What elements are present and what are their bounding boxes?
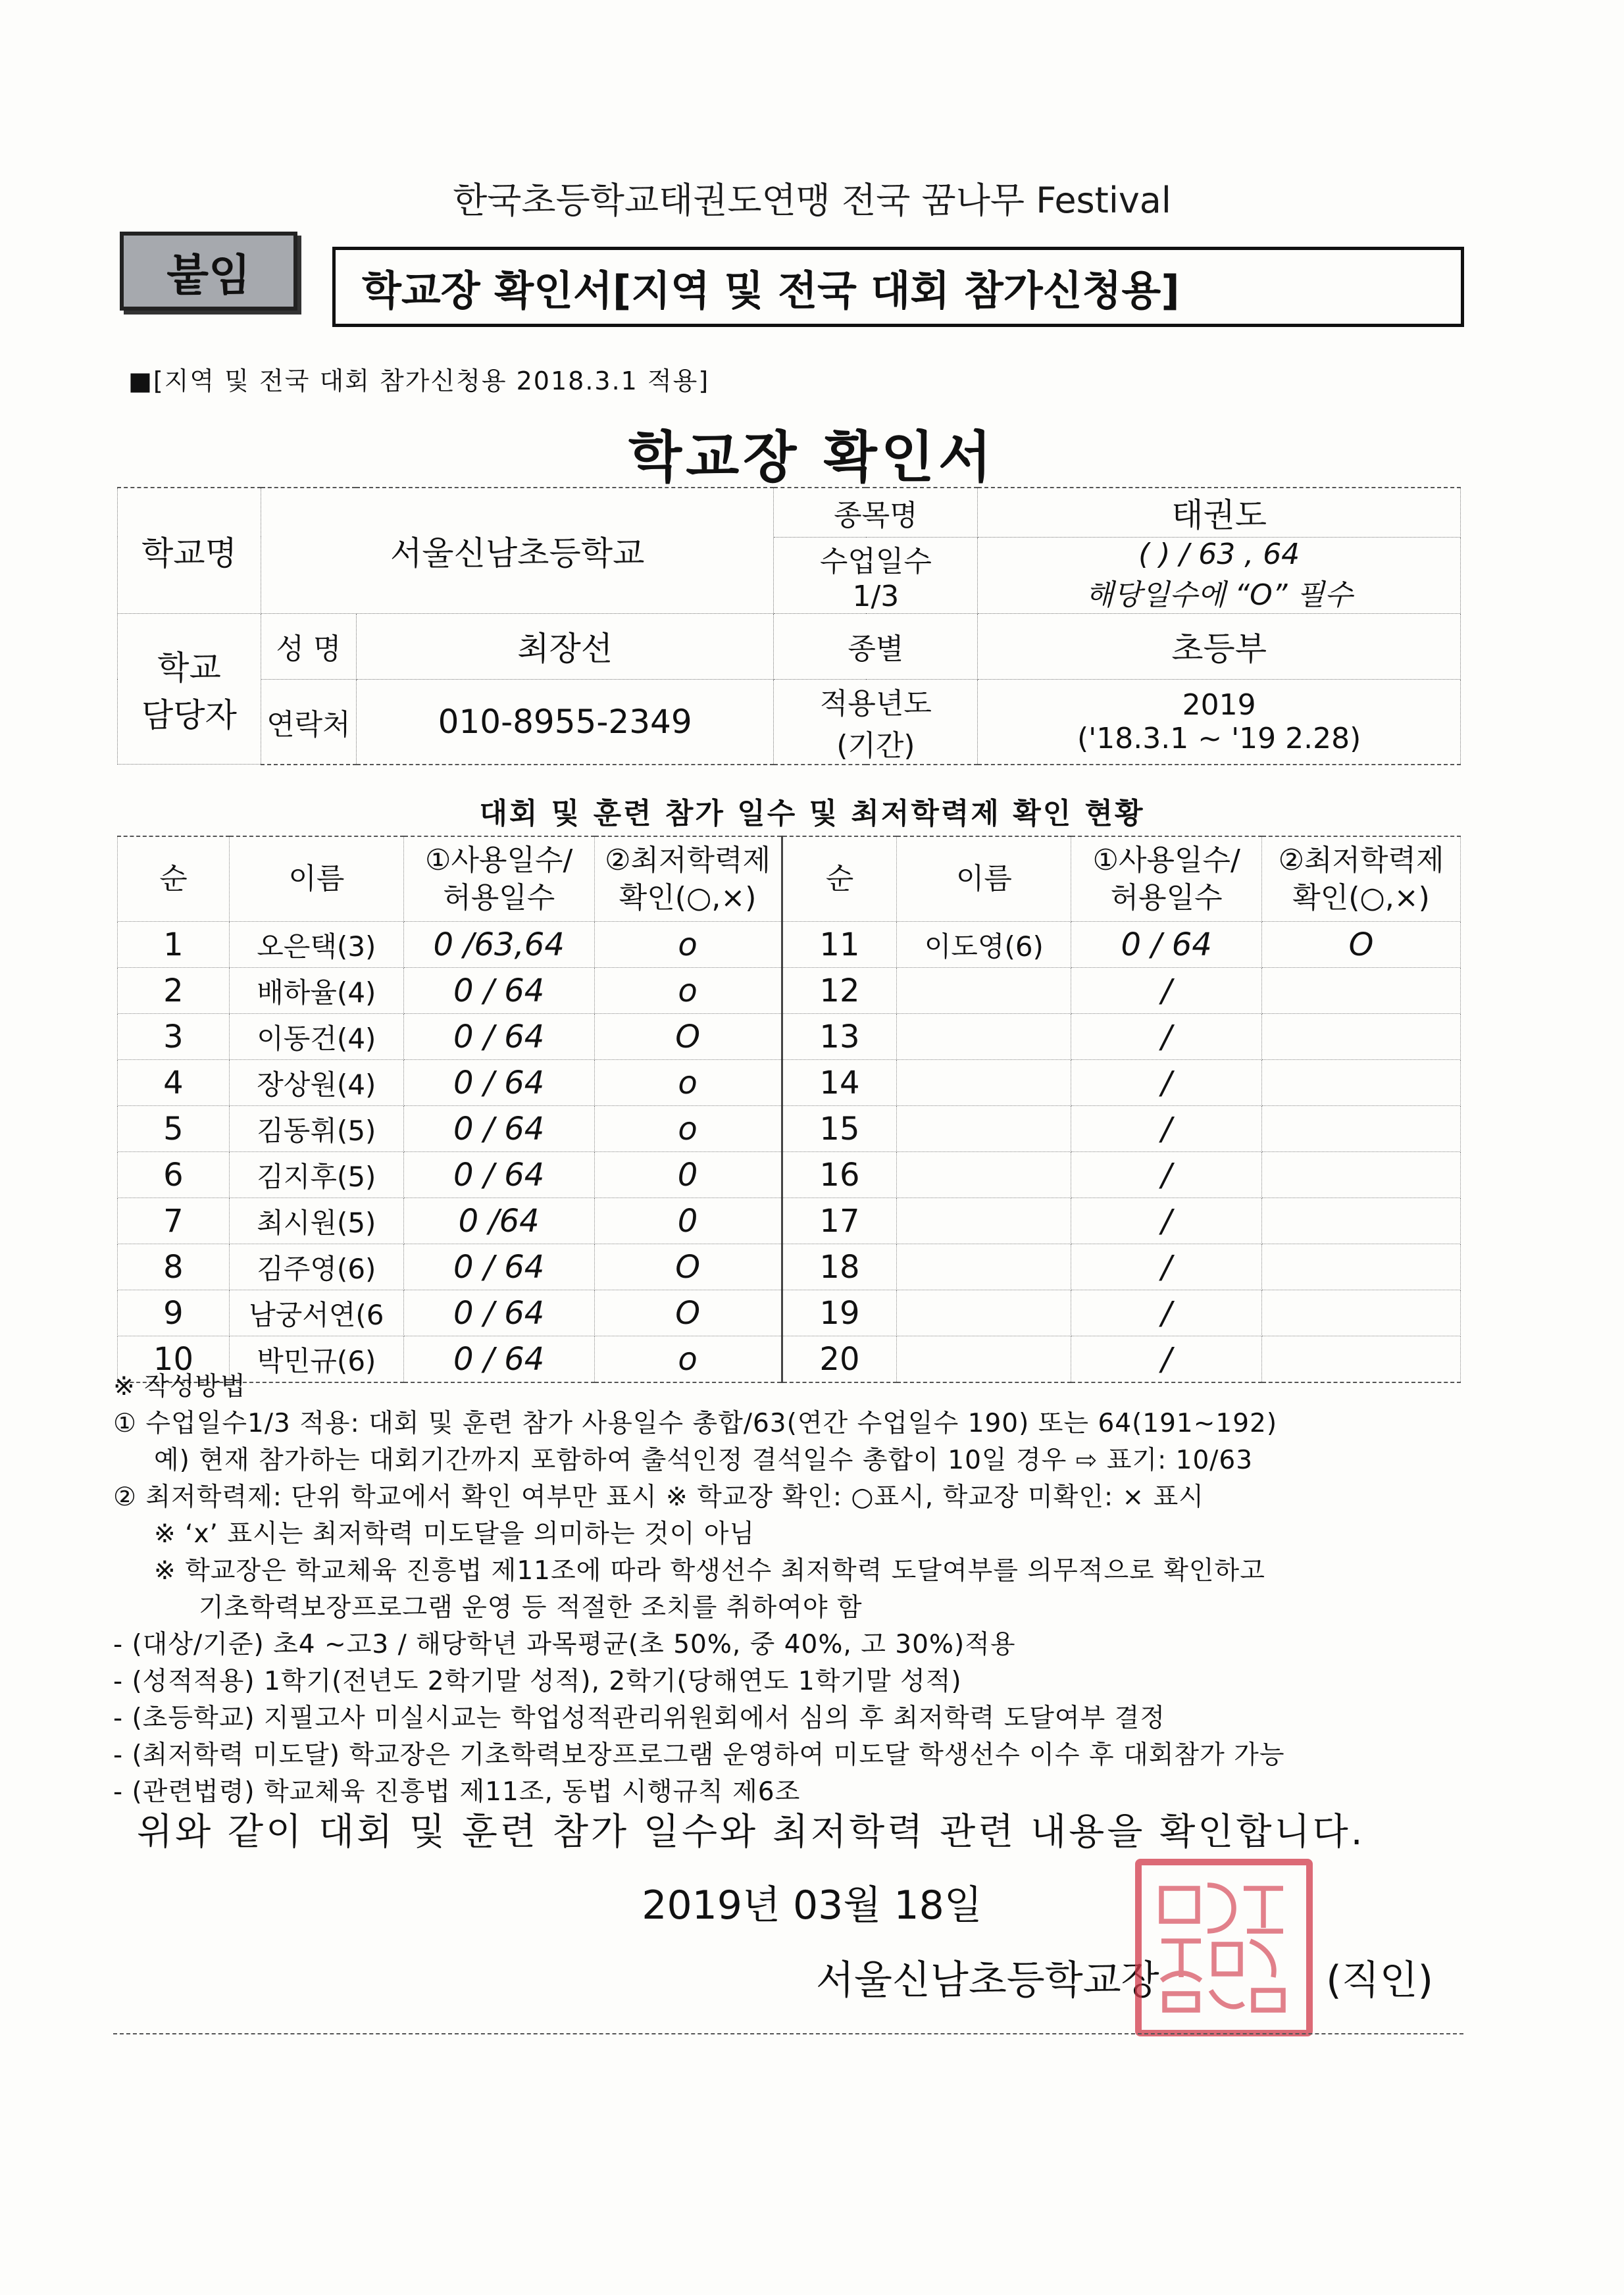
festival-title: 한국초등학교태권도연맹 전국 꿈나무 Festival [453,180,1171,221]
class-days-value: ( ) / 63 , 64 해당일수에 “O” 필수 [978,537,1461,613]
school-label: 학교명 [118,488,261,613]
detail-4: - (최저학력 미도달) 학교장은 기초학력보장프로그램 운영하여 미도달 학생선수 이수 후 대회참가 가능 [113,1740,1285,1770]
note-4-cont: 기초학력보장프로그램 운영 등 적절한 조치를 취하여야 함 [199,1593,863,1623]
roster-section-title: 대회 및 훈련 참가 일수 및 최저학력제 확인 현황 [479,797,1145,830]
contact-value: 010-8955-2349 [356,679,774,765]
note-1-example: 예) 현재 참가하는 대회기간까지 포함하여 출석인정 결석일수 총합이 10일 경우 ⇨ 표기: 10/63 [154,1446,1254,1475]
event-label: 종목명 [774,488,978,537]
col-days: ①사용일수/ 허용일수 [403,836,594,922]
detail-1: - (대상/기준) 초4 ~고3 / 해당학년 과목평균(초 50%, 중 40%, 고 30%)적용 [113,1630,1016,1659]
col-check-2: ②최저학력제 확인(○,×) [1262,836,1461,922]
table-row: 9 남궁서연(6 0 / 64 O 19 / [118,1290,1461,1336]
official-seal-stamp [1135,1859,1313,2036]
table-row: 6 김지후(5) 0 / 64 0 16 / [118,1152,1461,1198]
table-row: 3 이동건(4) 0 / 64 O 13 / [118,1014,1461,1060]
document-title-box [332,247,1464,327]
name-label: 성 명 [261,613,356,679]
class-days-label: 수업일수 1/3 [774,537,978,613]
bottom-divider [113,2033,1463,2034]
table-row: 1 오은택(3) 0 /63,64 o 11 이도영(6) 0 / 64 O [118,922,1461,968]
table-row: 2 배하율(4) 0 / 64 o 12 / [118,968,1461,1014]
detail-3: - (초등학교) 지필고사 미실시교는 학업성적관리위원회에서 심의 후 최저학력 도달여부 결정 [113,1703,1166,1733]
category-label: 종별 [774,613,978,679]
manager-name: 최장선 [356,613,774,679]
col-check: ②최저학력제 확인(○,×) [594,836,782,922]
confirmation-statement: 위와 같이 대회 및 훈련 참가 일수와 최저학력 관련 내용을 확인합니다. [137,1811,1365,1854]
school-name: 서울신남초등학교 [261,488,774,613]
table-row: 8 김주영(6) 0 / 64 O 18 / [118,1244,1461,1290]
seal-icon [1142,1865,1306,2030]
year-label: 적용년도 (기간) [774,679,978,765]
attachment-badge: 붙임 [120,232,297,311]
notes-heading: ※ 작성방법 [113,1372,246,1401]
note-4: ※ 학교장은 학교체육 진흥법 제11조에 따라 학생선수 최저학력 도달여부를 의무적으로 확인하고 [154,1556,1265,1586]
instructions [113,1369,1482,1811]
category-value: 초등부 [978,613,1461,679]
table-row: 7 최시원(5) 0 /64 0 17 / [118,1198,1461,1244]
col-name-2: 이름 [897,836,1071,922]
applies-note: ■[지역 및 전국 대회 참가신청용 2018.3.1 적용] [128,366,710,395]
seal-label: (직인) [1326,1957,1433,2004]
note-3: ※ ‘x’ 표시는 최저학력 미도달을 의미하는 것이 아님 [154,1519,755,1549]
note-2: ② 최저학력제: 단위 학교에서 확인 여부만 표시 ※ 학교장 확인: ○표시, 학교장 미확인: × 표시 [113,1482,1204,1512]
col-no: 순 [118,836,230,922]
note-1: ① 수업일수1/3 적용: 대회 및 훈련 참가 사용일수 총합/63(연간 수업일수 190) 또는 64(191~192) [113,1409,1278,1438]
document-title: 학교장 확인서[지역 및 전국 대회 참가신청용] [362,266,1180,315]
main-title: 학교장 확인서 [628,425,996,490]
year-value: 2019 ('18.3.1 ~ '19 2.28) [978,679,1461,765]
contact-label: 연락처 [261,679,356,765]
col-name: 이름 [229,836,403,922]
detail-2: - (성적적용) 1학기(전년도 2학기말 성적), 2학기(당해연도 1학기말 성적) [113,1667,962,1696]
event-value: 태권도 [978,488,1461,537]
roster-table [117,836,1461,1383]
table-row: 10 박민규(6) 0 / 64 o 20 / [118,1336,1461,1383]
col-days-2: ①사용일수/ 허용일수 [1071,836,1262,922]
detail-5: - (관련법령) 학교체육 진흥법 제11조, 동법 시행규칙 제6조 [113,1777,801,1807]
col-no-2: 순 [782,836,897,922]
roster-header-row [118,836,1461,922]
table-row: 5 김동휘(5) 0 / 64 o 15 / [118,1106,1461,1152]
issue-date: 2019년 03월 18일 [642,1882,982,1929]
table-row: 4 장상원(4) 0 / 64 o 14 / [118,1060,1461,1106]
principal-signature: 서울신남초등학교장 [816,1957,1159,2004]
manager-label: 학교 담당자 [118,613,261,765]
school-info-table [117,487,1461,765]
